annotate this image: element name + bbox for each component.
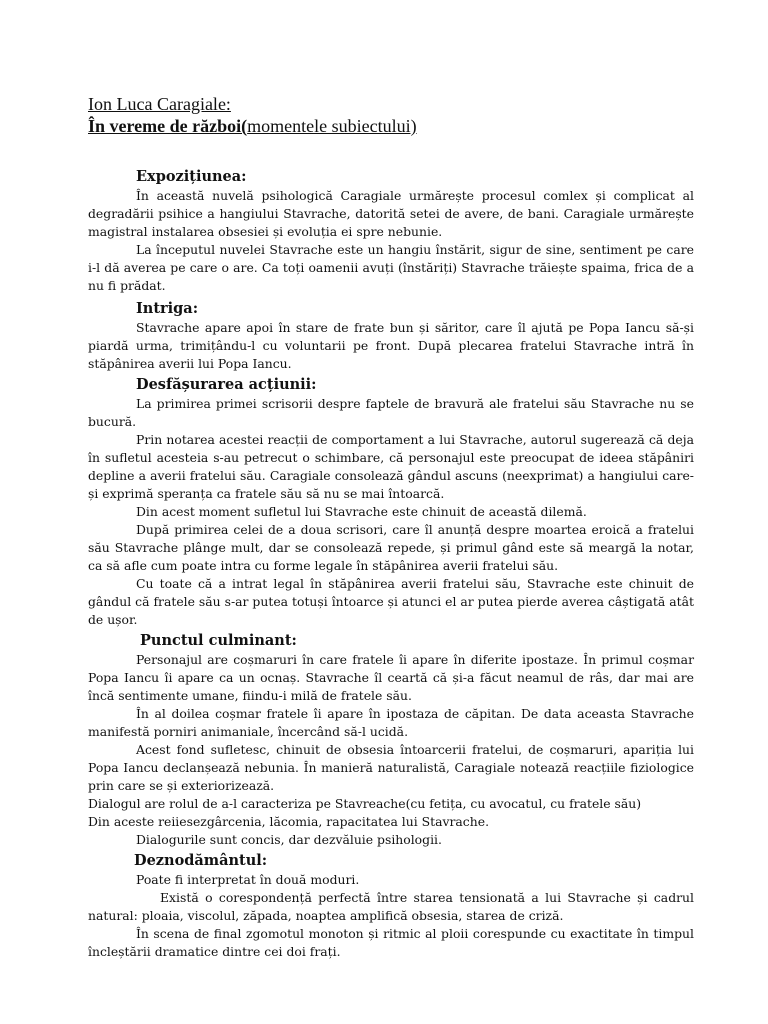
paragraph: În scena de final zgomotul monoton și ritmic al ploii corespunde cu exactitate în timpul încleștării dramatice dintre cei doi frați. [88,926,694,959]
paragraph: Stavrache apare apoi în stare de frate bun și săritor, care îl ajută pe Popa Iancu să-și piardă urma, trimițându-l cu voluntarii pe front. După plecarea fratelui Stavrache intră în stăpânirea averii lui Popa Iancu. [88,320,694,371]
section-heading-expozitiunea: Expozițiunea: [136,168,247,185]
paragraph: În această nuvelă psihologică Caragiale urmărește procesul comlex și complicat al degradării psihice a hangiului Stavrache, datorită setei de avere, de bani. Caragiale urmărește magistral instalarea obsesiei și evoluția ei spre nebunie. [88,188,694,239]
paragraph: Dialogul are rolul de a-l caracteriza pe Stavreache(cu fetița, cu avocatul, cu fratele său) [88,796,642,811]
work-title-main: În vereme de război( [88,116,248,136]
paragraph: Poate fi interpretat în două moduri. [136,872,360,887]
paragraph: Din aceste reiiesezgârcenia, lăcomia, rapacitatea lui Stavrache. [88,814,490,829]
section-heading-deznodamantul: Deznodământul: [134,852,268,869]
paragraph: Din acest moment sufletul lui Stavrache este chinuit de această dilemă. [136,504,587,519]
paragraph: La primirea primei scrisorii despre faptele de bravură ale fratelui său Stavrache nu se bucură. [88,396,694,429]
paragraph: La începutul nuvelei Stavrache este un hangiu înstărit, sigur de sine, sentiment pe care i-l dă averea pe care o are. Ca toți oamenii avuți (înstăriți) Stavrache trăiește spaima, frica de a nu fi prădat. [88,242,694,293]
paragraph: Există o corespondență perfectă între starea tensionată a lui Stavrache și cadrul natural: ploaia, viscolul, zăpada, noaptea amplifică obsesia, starea de criză. [88,890,694,923]
paragraph: Dialogurile sunt concis, dar dezvăluie psihologii. [136,832,442,847]
paragraph: Prin notarea acestei reacții de comportament a lui Stavrache, autorul sugerează că deja în sufletul acesteia s-au petrecut o schimbare, că personajul este preocupat de ideea stăpâniri depline a averii fratelui său. Caragiale consolează gândul ascuns (neexprimat) a hangiului care-și exprimă speranța ca fratele său să nu se mai întoarcă. [88,432,694,501]
section-heading-desfasurarea: Desfășurarea acțiunii: [136,376,317,393]
document-page [88,93,694,961]
paragraph: Personajul are coșmaruri în care fratele îi apare în diferite ipostaze. În primul coșmar Popa Iancu îi apare ca un ocnaș. Stavrache îl ceartă că și-a făcut neamul de râs, dar mai are încă sentimente umane, fiindu-i milă de fratele său. [88,652,694,703]
section-heading-punctul-culminant: Punctul culminant: [140,632,297,649]
section-heading-intriga: Intriga: [136,300,199,317]
paragraph: După primirea celei de a doua scrisori, care îl anunță despre moartea eroică a fratelui său Stavrache plânge mult, dar se consolează repede, și primul gând este să meargă la notar, ca să afle cum poate intra cu forme legale în stăpânirea averii fratelui său. [88,522,694,573]
paragraph: Acest fond sufletesc, chinuit de obsesia întoarcerii fratelui, de coșmaruri, apariția lui Popa Iancu declanșează nebunia. În manieră naturalistă, Caragiale notează reacțiile fiziologice prin care se și exteriorizează. [88,742,694,793]
paragraph: Cu toate că a intrat legal în stăpânirea averii fratelui său, Stavrache este chinuit de gândul că fratele său s-ar putea totuși întoarce și atunci el ar putea pierde averea câștigată atât de ușor. [88,576,694,627]
author-title: Ion Luca Caragiale: [88,94,231,114]
work-title [88,115,694,137]
paragraph: În al doilea coșmar fratele îi apare în ipostaza de căpitan. De data aceasta Stavrache manifestă porniri animaniale, încercând să-l ucidă. [88,706,694,739]
work-title-subtitle: momentele subiectului) [247,116,417,136]
